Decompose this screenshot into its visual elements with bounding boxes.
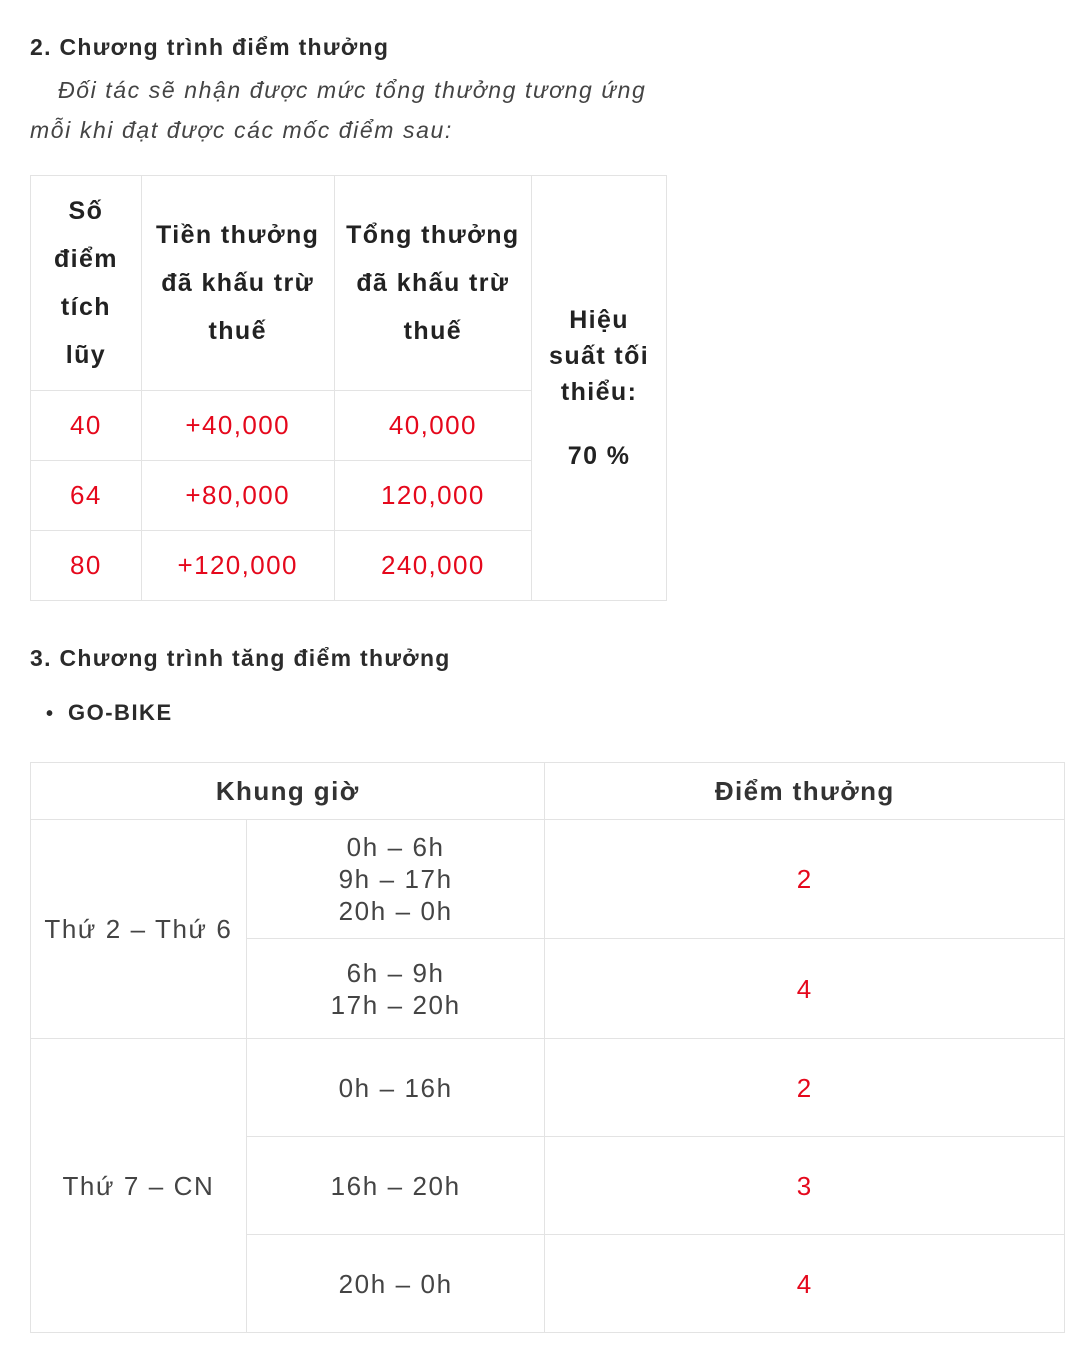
intro-text: Đối tác sẽ nhận được mức tổng thưởng tương ứng mỗi khi đạt được các mốc điểm sau: <box>30 77 647 143</box>
header-time-frame: Khung giờ <box>31 763 545 820</box>
bonus-cell: +120,000 <box>141 531 334 601</box>
header-points <box>31 176 142 391</box>
go-bike-bullet <box>46 700 173 726</box>
time-slot <box>246 1039 545 1137</box>
time-line: 6h – 9h <box>346 957 445 988</box>
bonus-header-row <box>31 763 1065 820</box>
time-slot <box>246 1235 545 1333</box>
table-row <box>31 1039 1065 1137</box>
points-value: 2 <box>545 1039 1065 1137</box>
header-total <box>334 176 532 391</box>
total-cell: 40,000 <box>334 391 532 461</box>
bullet-dot-icon: • <box>46 703 55 725</box>
bonus-points-table <box>30 762 1065 1333</box>
performance-line-3: thiểu: <box>560 378 638 406</box>
time-line: 0h – 6h <box>346 832 445 862</box>
header-bonus-points: Điểm thưởng <box>545 763 1065 820</box>
points-cell: 40 <box>31 391 142 461</box>
minimum-performance-cell <box>532 176 667 601</box>
header-points-line-3: tích <box>60 293 111 321</box>
reward-header-row <box>31 176 667 391</box>
header-bonus-line-1: Tiền thưởng <box>156 221 320 249</box>
performance-value: 70 % <box>567 442 631 470</box>
bullet-label: GO-BIKE <box>68 700 173 725</box>
bonus-cell: +80,000 <box>141 461 334 531</box>
time-line: 20h – 0h <box>338 896 453 926</box>
header-total-line-2: đã khấu trừ <box>356 269 510 297</box>
bonus-cell: +40,000 <box>141 391 334 461</box>
points-cell: 64 <box>31 461 142 531</box>
points-value: 2 <box>545 820 1065 939</box>
weekday-label: Thứ 2 – Thứ 6 <box>31 820 247 1039</box>
points-value: 3 <box>545 1137 1065 1235</box>
total-cell: 240,000 <box>334 531 532 601</box>
time-slot <box>246 820 545 939</box>
points-value: 4 <box>545 1235 1065 1333</box>
performance-line-2: suất tối <box>549 342 650 370</box>
header-bonus <box>141 176 334 391</box>
section-2-title: 2. Chương trình điểm thưởng <box>30 34 390 60</box>
points-value: 4 <box>545 939 1065 1039</box>
header-bonus-line-2: đã khấu trừ <box>161 269 315 297</box>
reward-milestone-table <box>30 175 667 601</box>
section-3-title: 3. Chương trình tăng điểm thưởng <box>30 645 451 671</box>
header-total-line-1: Tổng thưởng <box>346 221 520 249</box>
performance-line-1: Hiệu <box>569 306 629 334</box>
time-line: 9h – 17h <box>338 864 453 894</box>
total-cell: 120,000 <box>334 461 532 531</box>
header-points-line-2: điểm <box>53 245 118 273</box>
section-2-intro <box>30 70 670 150</box>
header-points-line-4: lũy <box>65 341 107 369</box>
weekend-label: Thứ 7 – CN <box>31 1039 247 1333</box>
time-line: 0h – 16h <box>338 1072 453 1103</box>
header-bonus-line-3: thuế <box>208 317 267 345</box>
time-slot <box>246 1137 545 1235</box>
points-cell: 80 <box>31 531 142 601</box>
time-slot <box>246 939 545 1039</box>
header-points-line-1: Số <box>68 197 104 225</box>
time-line: 20h – 0h <box>338 1268 453 1299</box>
time-line: 16h – 20h <box>330 1170 461 1201</box>
time-line: 17h – 20h <box>330 989 461 1020</box>
table-row <box>31 820 1065 939</box>
header-total-line-3: thuế <box>403 317 463 345</box>
